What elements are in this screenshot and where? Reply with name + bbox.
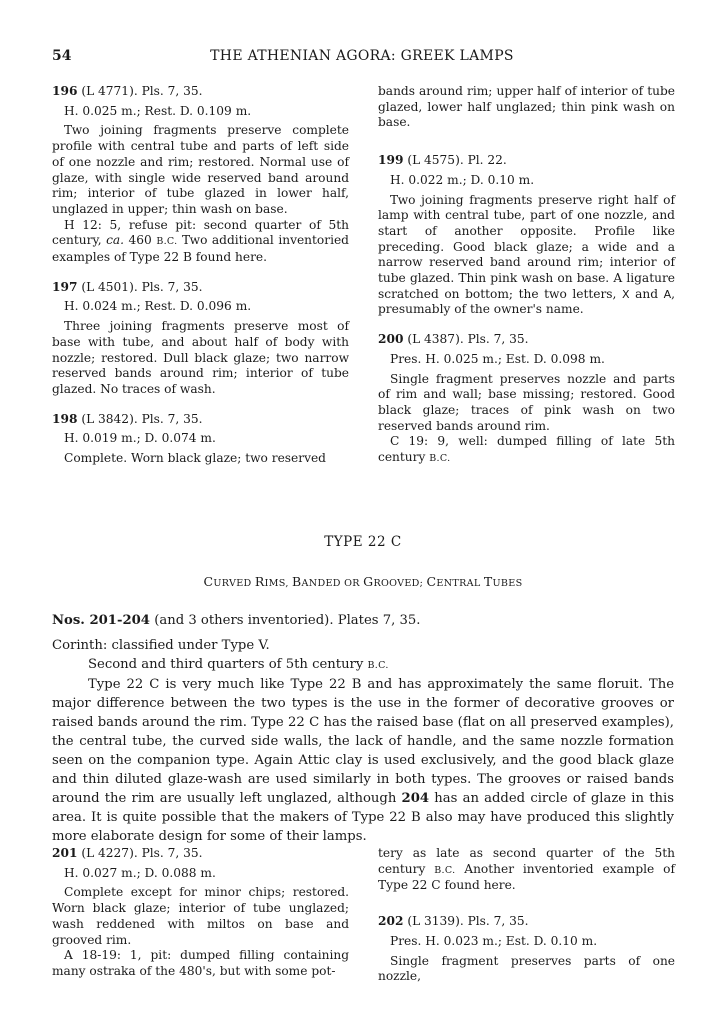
entry-heading: 202 (L 3139). Pls. 7, 35.: [378, 914, 529, 929]
date-line: Second and third quarters of 5th century B.C.: [88, 657, 389, 672]
entry-heading: 198 (L 3842). Pls. 7, 35.: [52, 411, 203, 426]
entry-context: H 12: 5, refuse pit: second quarter of 5th century, ca. 460 B.C. Two additional inventoried examples of Type 22 B found here.: [52, 217, 349, 265]
entry-description: Two joining fragments preserve complete profile with central tube and parts of left side of one nozzle and rim; restored. Normal use of glaze, with single wide reserved band around rim; interior of tube glazed in lower half, unglazed in upper; thin wash on base.: [52, 123, 349, 216]
catalog-entry-201: [52, 846, 349, 980]
entry-description: Complete. Worn black glaze; two reserved: [64, 451, 326, 466]
corinth-line: Corinth: classified under Type V.: [52, 638, 270, 653]
entry-measurements: H. 0.025 m.; Rest. D. 0.109 m.: [64, 103, 252, 118]
inscribed-letter-chi: X: [621, 287, 630, 301]
catalog-entry-200: [378, 332, 675, 467]
inscribed-letter-alpha: A: [663, 287, 672, 301]
entry-measurements: H. 0.024 m.; Rest. D. 0.096 m.: [64, 299, 252, 314]
entry-description: Single fragment preserves parts of one nozzle,: [378, 953, 675, 984]
left-column-top: [52, 84, 349, 481]
catalog-entry-197: [52, 280, 349, 398]
entry-heading: 196 (L 4771). Pls. 7, 35.: [52, 84, 203, 98]
entry-measurements: Pres. H. 0.025 m.; Est. D. 0.098 m.: [390, 351, 605, 366]
entry-description: Complete except for minor chips; restored. Worn black glaze; interior of tube unglazed; wash reddened with miltos on base and grooved rim.: [52, 885, 349, 947]
type-summary: [52, 611, 674, 846]
entry-description: Single fragment preserves nozzle and parts of rim and wall; base missing; restored. Good black glaze; traces of pink wash on two reserved bands around rim.: [378, 371, 675, 433]
entry-context: A 18-19: 1, pit: dumped filling containing many ostraka of the 480's, but with some pot-: [52, 948, 349, 978]
entry-context: C 19: 9, well: dumped filling of late 5th century B.C.: [378, 434, 675, 465]
entry-measurements: H. 0.022 m.; D. 0.10 m.: [390, 172, 535, 187]
entry-heading: 200 (L 4387). Pls. 7, 35.: [378, 332, 529, 347]
catalog-entry-198: [52, 412, 349, 467]
section-title: TYPE 22 C: [324, 534, 402, 550]
catalog-entry-196: [52, 84, 349, 266]
right-column-top: [378, 84, 675, 481]
type-description: Type 22 C is very much like Type 22 B and has approximately the same floruit. The major difference between the two types is the use in the former of decorative grooves or raised bands around the rim. Type 22 C has the raised base (flat on all preserved examples), the central tube, the curved side walls, the lack of handle, and the same nozzle formation seen on the companion type. Again Attic clay is used exclusively, and the good black glaze and thin diluted glaze-wash are used similarly in both types. The grooves or raised bands around the rim are usually left unglazed, although 204 has an added circle of glaze in this area. It is quite possible that the makers of Type 22 B also may have produced this slightly more elaborate design for some of their lamps.: [52, 677, 674, 844]
catalog-entry-199: [378, 153, 675, 318]
entry-measurements: Pres. H. 0.023 m.; Est. D. 0.10 m.: [390, 933, 598, 948]
entry-measurements: H. 0.019 m.; D. 0.074 m.: [64, 431, 216, 446]
entry-measurements: H. 0.027 m.; D. 0.088 m.: [64, 865, 216, 880]
entry-heading: 197 (L 4501). Pls. 7, 35.: [52, 279, 203, 294]
section-subtitle: CURVED RIMS, BANDED OR GROOVED; CENTRAL TUBES: [203, 574, 523, 589]
right-column-bottom: [378, 846, 675, 999]
numbers-line: Nos. 201-204 (and 3 others inventoried). Plates 7, 35.: [52, 613, 421, 628]
entry-198-continuation: bands around rim; upper half of interior of tube glazed, lower half unglazed; thin pink wash on base.: [378, 84, 675, 130]
entry-description: Three joining fragments preserve most of base with tube, and about half of body with nozzle; restored. Dull black glaze; two narrow reserved bands around rim; interior of tube glazed. No traces of wash.: [52, 319, 349, 396]
running-head: THE ATHENIAN AGORA: GREEK LAMPS: [210, 48, 514, 64]
entry-201-continuation: tery as late as second quarter of the 5th century B.C. Another inventoried example of Type 22 C found here.: [378, 846, 675, 893]
entry-heading: 201 (L 4227). Pls. 7, 35.: [52, 846, 203, 860]
page-header: [52, 48, 672, 70]
entry-description: Two joining fragments preserve right half of lamp with central tube, part of one nozzle, and start of another opposite. Profile like preceding. Good black glaze; a wide and a narrow reserved band around rim; interior of tube glazed. Thin pink wash on base. A ligature scratched on bottom; the two letters, X and A, presumably of the owner's name.: [378, 192, 675, 317]
entry-heading: 199 (L 4575). Pl. 22.: [378, 153, 507, 168]
catalog-entry-202: [378, 914, 675, 985]
left-column-bottom: [52, 846, 349, 994]
page-number: 54: [52, 48, 72, 64]
